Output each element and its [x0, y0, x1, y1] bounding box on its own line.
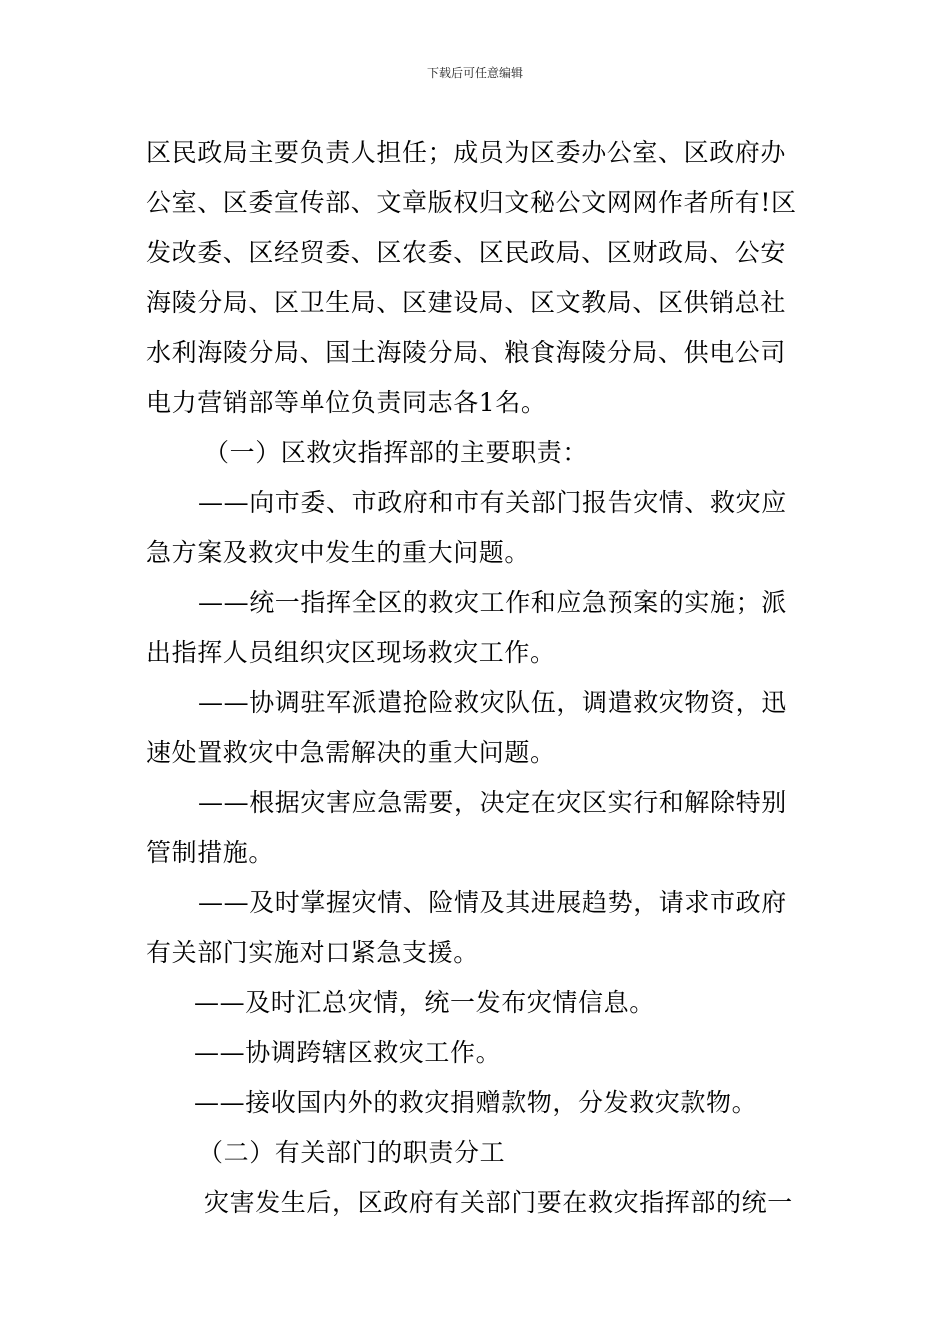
- text-line: 急方案及救灾中发生的重大问题。: [146, 538, 531, 567]
- text-line: 有关部门实施对口紧急支援。: [146, 938, 479, 967]
- section-heading: （二）有关部门的职责分工: [198, 1138, 506, 1167]
- section-heading: （一）区救灾指挥部的主要职责：: [204, 438, 589, 467]
- text-line: 区民政局主要负责人担任；成员为区委办公室、区政府办: [146, 138, 787, 167]
- text-line: 公室、区委宣传部、文章版权归文秘公文网网作者所有!区: [146, 188, 797, 217]
- text-line: ——及时掌握灾情、险情及其进展趋势，请求市政府: [198, 888, 787, 917]
- text-line: ——及时汇总灾情，统一发布灾情信息。: [194, 988, 655, 1017]
- text-line: 出指挥人员组织灾区现场救灾工作。: [146, 638, 556, 667]
- text-line: ——协调跨辖区救灾工作。: [194, 1038, 502, 1067]
- text-line: 速处置救灾中急需解决的重大问题。: [146, 738, 556, 767]
- text-line: 电力营销部等单位负责同志各1名。: [146, 388, 547, 417]
- page-header: 下载后可任意编辑: [426, 66, 523, 80]
- text-line: ——根据灾害应急需要，决定在灾区实行和解除特别: [198, 788, 787, 817]
- text-line: ——协调驻军派遣抢险救灾队伍，调遣救灾物资，迅: [198, 688, 787, 717]
- text-line: 海陵分局、区卫生局、区建设局、区文教局、区供销总社: [146, 288, 787, 317]
- text-line: 水利海陵分局、国土海陵分局、粮食海陵分局、供电公司: [146, 338, 787, 367]
- text-line: ——向市委、市政府和市有关部门报告灾情、救灾应: [198, 488, 787, 517]
- text-line: ——统一指挥全区的救灾工作和应急预案的实施；派: [198, 588, 787, 617]
- text-line: 灾害发生后，区政府有关部门要在救灾指挥部的统一: [204, 1188, 793, 1217]
- text-line: 管制措施。: [146, 838, 275, 867]
- text-line: ——接收国内外的救灾捐赠款物，分发救灾款物。: [194, 1088, 758, 1117]
- text-line: 发改委、区经贸委、区农委、区民政局、区财政局、公安: [146, 238, 787, 267]
- document-body: [146, 128, 814, 1228]
